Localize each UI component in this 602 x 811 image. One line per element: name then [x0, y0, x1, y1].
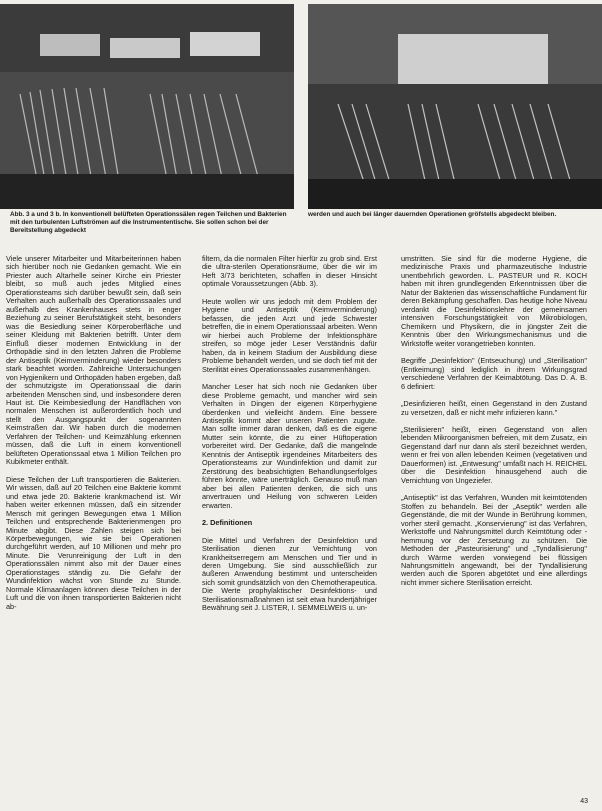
- paragraph: Begriffe „Desinfektion" (Entseuchung) und „Sterilisation" (Entkeimung) sind lediglich in ihrem Wirkungsgrad verschiedene Verfahren der Keimabtötung. Das D. A. B. 6 definiert:: [401, 356, 587, 391]
- figure-caption-right: werden und auch bei länger dauernden Operationen gröfstells abgedeckt bleiben.: [308, 211, 557, 218]
- page-number: 43: [580, 798, 588, 805]
- text-column-2: [202, 255, 377, 622]
- text-column-3: [401, 255, 587, 596]
- paragraph: „Desinfizieren heißt, einen Gegenstand in den Zustand zu versetzen, daß er nicht mehr infizieren kann.": [401, 399, 587, 417]
- paragraph: „Antiseptik" ist das Verfahren, Wunden mit keimtötenden Stoffen zu behandeln. Bei der „Aseptik" werden alle Gegenstände, die mit der Wunde in Berührung kommen, vorher steril gemacht. „Konservierung" ist das Verfahren, Werkstoffe und Nahrungsmittel durch Keimtötung oder -hemmung vor der Zersetzung zu schützen. Die Methoden der „Pasteurisierung" und „Tyndallisierung" durch Wärme werden vorwiegend bei flüssigen Nahrungsmitteln angewandt, bei der Tyndallisierung werden auch die Sporen abgetötet und eine allerdings nicht immer sichere Sterilisation erreicht.: [401, 493, 587, 587]
- photo-instrument-table-left: [0, 4, 294, 209]
- photo-instrument-table-right: [308, 4, 602, 209]
- section-heading: 2. Definitionen: [202, 518, 253, 528]
- paragraph: umstritten. Sie sind für die moderne Hygiene, die medizinische Praxis und pharmazeutische Industrie unentbehrlich geworden. L. PASTEUR und R. KOCH haben mit ihren grundlegenden Erkenntnissen über die Natur der Bakterien das wissenschaftliche Fundament für deren Bekämpfung geschaffen. Das heutige hohe Niveau verdankt die Desinfektionslehre der gemeinsamen intensiven Forschungstätigkeit von Mikrobiologen, Chemikern und Physikern, die in jüngster Zeit die Kenntnis über den Wirkungsmechanismus und die Wirkstoffe weiter vorangetrieben konnten.: [401, 254, 587, 348]
- paragraph: filtern, da die normalen Filter hierfür zu grob sind. Erst die ultra-sterilen Operationsräume, über die wir im Heft 3/73 berichteten, schaffen in dieser Hinsicht optimale Voraussetzungen (Abb. 3).: [202, 254, 377, 289]
- paragraph: Heute wollen wir uns jedoch mit dem Problem der Hygiene und Antiseptik (Keimverminderung) befassen, die jeden Arzt und jede Schwester betreffen, die in einem Operationssaal arbeiten. Wenn wir hierbei auch Probleme der Infektionsphäre streifen, so möge jeder Leser Verständnis dafür haben, da in keinem Stadium der Ausbildung diese Probleme behandelt werden, und sie doch tief mit der Sterilität eines Operationssaales zusammenhängen.: [202, 296, 377, 374]
- paragraph: Viele unserer Mitarbeiter und Mitarbeiterinnen haben sich hierüber noch nie Gedanken gemacht. Wie ein Priester auch Altarhelle seiner Kirche ein Priester bleibt, so muß auch jedes Mitglied eines Operationsteams sich darüber bewußt sein, daß sein Verhalten auch außerhalb des Operationssaales und außerhalb des Krankenhauses stets in enger Beziehung zu seiner Berufstätigkeit steht, besonders was die Besiedlung seiner Körperoberfläche und seiner Kleidung mit Bakterien betrifft. Unter dem Einfluß dieser modernen Entwicklung in der Orthopädie sind in den letzten Jahren die Probleme der Antiseptik (Keimverminderung) wieder besonders stark beachtet worden. Zahlreiche Untersuchungen von Hygienikern und Orthopäden haben ergeben, daß der schmutzigste im Operationssaal die darin arbeitenden Menschen sind, und insbesondere deren Haut ist. Die Keimbesiedlung der Handflächen von normalen Menschen ist außerordentlich hoch und stellt den Ausgangspunkt der sogenannten Keimstraßen dar. Wir haben durch die modernen Verfahren der Teilchen- und Keimzählung erkennen müssen, daß die Luft in einem konventionell belüfteten Operationssaal etwa 1 Million Teilchen pro Kubikmeter enthält.: [6, 254, 181, 467]
- paragraph: Diese Teilchen der Luft transportieren die Bakterien. Wir wissen, daß auf 20 Teilchen eine Bakterie kommt und etwa jede 20. Bakterie krankmachend ist. Wir haben weiter erkennen müssen, daß ein sitzender Mensch mit geringen Bewegungen etwa 1 Million Teilchen und entsprechende Bakterienmengen pro Minute abgibt. Diese Zahlen steigen sich bei Körperbewegungen, wie sie bei Operationen durchgeführt werden, auf 10 Millionen und mehr pro Minute. Die Verunreinigung der Luft in den Operationssälen nimmt also mit der Dauer eines Operationstages ständig zu. Die Gefahr der Wundinfektion wächst von Stunde zu Stunde. Normale Klimaanlagen können diese Teilchen in der Luft und die von ihnen transportierten Bakterien nicht ab-: [6, 474, 181, 611]
- paragraph: Mancher Leser hat sich noch nie Gedanken über diese Probleme gemacht, und mancher wird sein Verhalten in Dingen der eigenen Körperhygiene überdenken und vielleicht ändern. Eine bessere Antiseptik kommt aber unseren Patienten zugute. Man sollte immer daran denken, daß es die eigene Mutter sein könnte, die zu einer Hüftoperation vorbereitet wird. Der Gedanke, daß die mangelnde Kenntnis der Antiseptik irgendeines Mitarbeiters des Operationsteams zur Wundinfektion und damit zur Zerstörung des beabsichtigten Behandlungserfolges führen könnte, wäre unerträglich. Genauso muß man aber bei allen Patienten denken, die sich uns anvertrauen und Heilung von schweren Leiden erwarten.: [202, 382, 377, 510]
- text-column-1: [6, 255, 181, 620]
- figure-caption-left: Abb. 3 a und 3 b. In konventionell belüfteten Operationssälen regen Teilchen und Bakterien mit den turbulenten Luftströmen auf die Instrumententische. Sie sollen schon bei der Bereitstellung abgedeckt: [10, 211, 287, 235]
- paragraph: Die Mittel und Verfahren der Desinfektion und Sterilisation dienen zur Vernichtung von Krankheitserregern am Menschen und Tier und in deren Umgebung. Sie sind ausschließlich zur äußeren Anwendung bestimmt und unterscheiden sich somit grundsätzlich von den Chemotherapeutica. Die Werte prophylaktischer Desinfektions- und Sterilisationsmaßnahmen ist seit etwa hundertjähriger Bewährung seit J. LISTER, I. SEMMELWEIS u. un-: [202, 535, 377, 613]
- paragraph: „Sterilisieren" heißt, einen Gegenstand von allen lebenden Mikroorganismen befreien, mit dem Zusatz, ein Gegenstand darf nur dann als steril bezeichnet werden, wenn er frei von allen lebenden Keimen (vegetativen und Dauerformen) ist. „Entwesung" umfaßt nach H. REICHEL über die Desinfektion hinausgehend auch die Vernichtung von Ungeziefer.: [401, 424, 587, 485]
